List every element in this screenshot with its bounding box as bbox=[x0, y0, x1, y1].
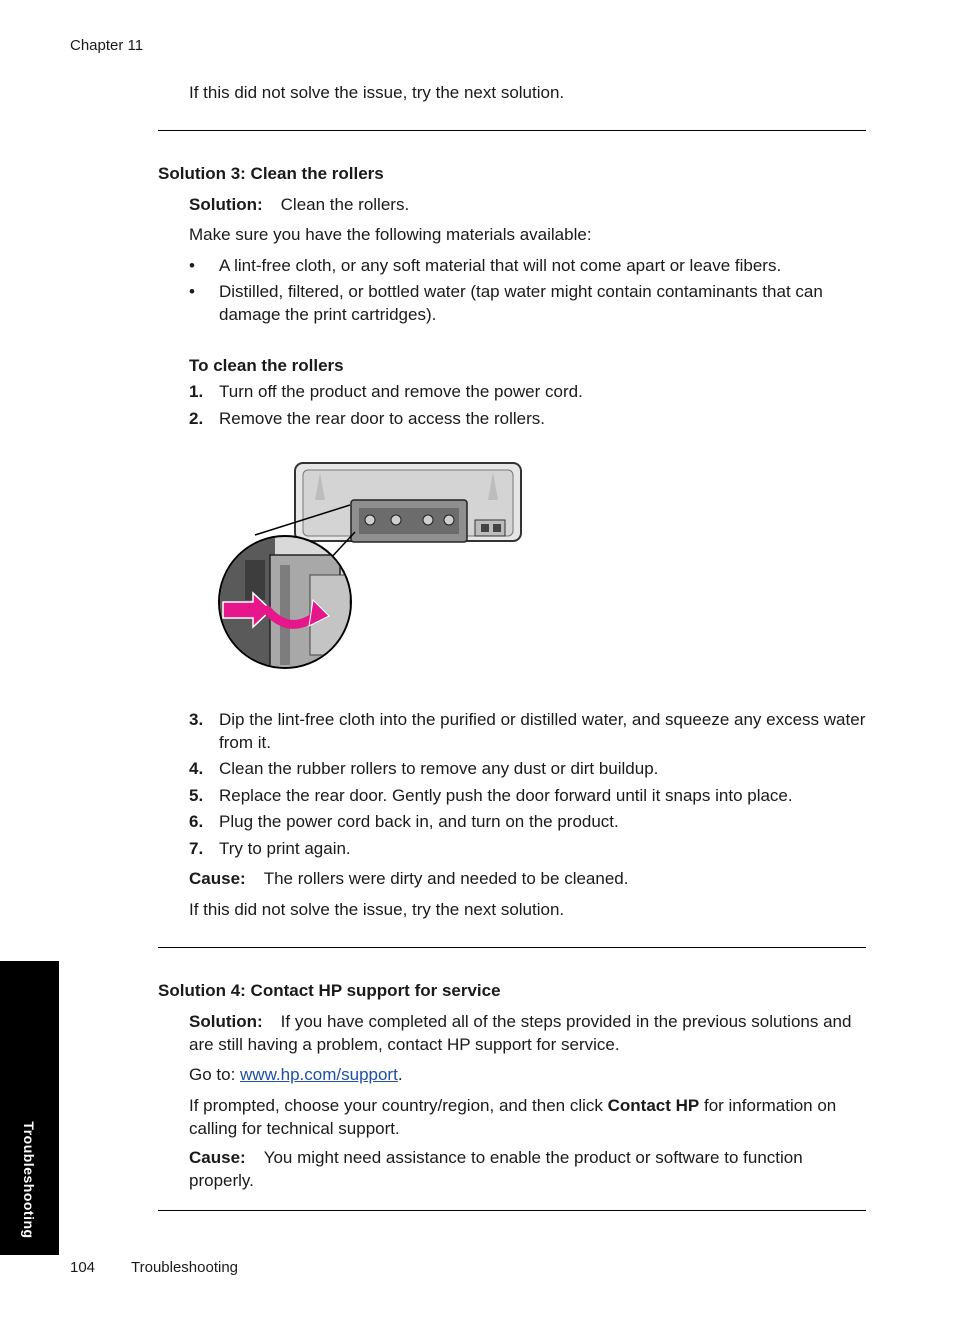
step-number: 1. bbox=[189, 382, 204, 401]
list-item bbox=[189, 281, 869, 326]
solution3-heading: Solution 3: Clean the rollers bbox=[158, 164, 384, 183]
solution-label: Solution: bbox=[189, 195, 263, 214]
cause-label: Cause: bbox=[189, 1148, 246, 1167]
solution-text: Clean the rollers. bbox=[280, 195, 410, 214]
list-item bbox=[189, 255, 869, 278]
prompt-suffix: for information on calling for technical support. bbox=[189, 1096, 837, 1138]
step-number: 3. bbox=[189, 710, 204, 729]
step-item bbox=[189, 408, 869, 431]
step-item bbox=[189, 838, 869, 861]
step-item bbox=[189, 785, 869, 808]
step-text: Dip the lint-free cloth into the purified or distilled water, and squeeze any excess water from it. bbox=[219, 710, 866, 752]
bullet: • bbox=[189, 282, 195, 301]
procedure-heading: To clean the rollers bbox=[189, 356, 344, 375]
prompt-paragraph bbox=[189, 1095, 869, 1140]
rear-door-illustration bbox=[215, 460, 527, 675]
step-item bbox=[189, 811, 869, 834]
materials-intro: Make sure you have the following materials available: bbox=[189, 225, 592, 244]
list-item-text: A lint-free cloth, or any soft material that will not come apart or leave fibers. bbox=[219, 256, 782, 275]
divider bbox=[158, 1210, 866, 1211]
step-text: Plug the power cord back in, and turn on the product. bbox=[219, 812, 619, 831]
solution3-cause bbox=[189, 868, 628, 891]
cause-text: You might need assistance to enable the product or software to function properly. bbox=[189, 1148, 803, 1190]
solution4-heading: Solution 4: Contact HP support for service bbox=[158, 981, 501, 1000]
step-item bbox=[189, 709, 869, 754]
step-number: 4. bbox=[189, 759, 204, 778]
step-text: Remove the rear door to access the rollers. bbox=[219, 409, 545, 428]
solution-label: Solution: bbox=[189, 1012, 263, 1031]
goto-line bbox=[189, 1064, 403, 1087]
goto-prefix: Go to: bbox=[189, 1065, 241, 1084]
step-number: 6. bbox=[189, 812, 204, 831]
page-number: 104 bbox=[70, 1259, 96, 1276]
solution4-solution bbox=[189, 1011, 869, 1056]
step-text: Turn off the product and remove the power cord. bbox=[219, 382, 583, 401]
prompt-prefix: If prompted, choose your country/region, and then click bbox=[189, 1096, 608, 1115]
step-number: 5. bbox=[189, 786, 204, 805]
step-number: 7. bbox=[189, 839, 204, 858]
solution3-next-solution: If this did not solve the issue, try the next solution. bbox=[189, 900, 565, 919]
divider bbox=[158, 130, 866, 131]
step-item bbox=[189, 381, 869, 404]
divider bbox=[158, 947, 866, 948]
cause-label: Cause: bbox=[189, 869, 246, 888]
intro-next-solution: If this did not solve the issue, try the next solution. bbox=[189, 83, 565, 102]
footer-section: Troubleshooting bbox=[131, 1259, 239, 1276]
step-number: 2. bbox=[189, 409, 204, 428]
goto-suffix: . bbox=[397, 1065, 403, 1084]
step-text: Try to print again. bbox=[219, 839, 351, 858]
contact-hp-label: Contact HP bbox=[607, 1096, 700, 1115]
solution4-cause bbox=[189, 1147, 869, 1192]
solution-text: If you have completed all of the steps provided in the previous solutions and are still having a problem, contact HP support for service. bbox=[189, 1012, 852, 1054]
chapter-header: Chapter 11 bbox=[70, 37, 144, 54]
cause-text: The rollers were dirty and needed to be cleaned. bbox=[263, 869, 629, 888]
list-item-text: Distilled, filtered, or bottled water (tap water might contain contaminants that can damage the print cartridges). bbox=[219, 282, 823, 324]
solution3-solution bbox=[189, 194, 409, 217]
step-item bbox=[189, 758, 869, 781]
support-link[interactable]: www.hp.com/support bbox=[240, 1065, 398, 1084]
bullet: • bbox=[189, 256, 195, 275]
section-tab-label: Troubleshooting bbox=[21, 1121, 37, 1239]
step-text: Replace the rear door. Gently push the door forward until it snaps into place. bbox=[219, 786, 793, 805]
step-text: Clean the rubber rollers to remove any dust or dirt buildup. bbox=[219, 759, 659, 778]
